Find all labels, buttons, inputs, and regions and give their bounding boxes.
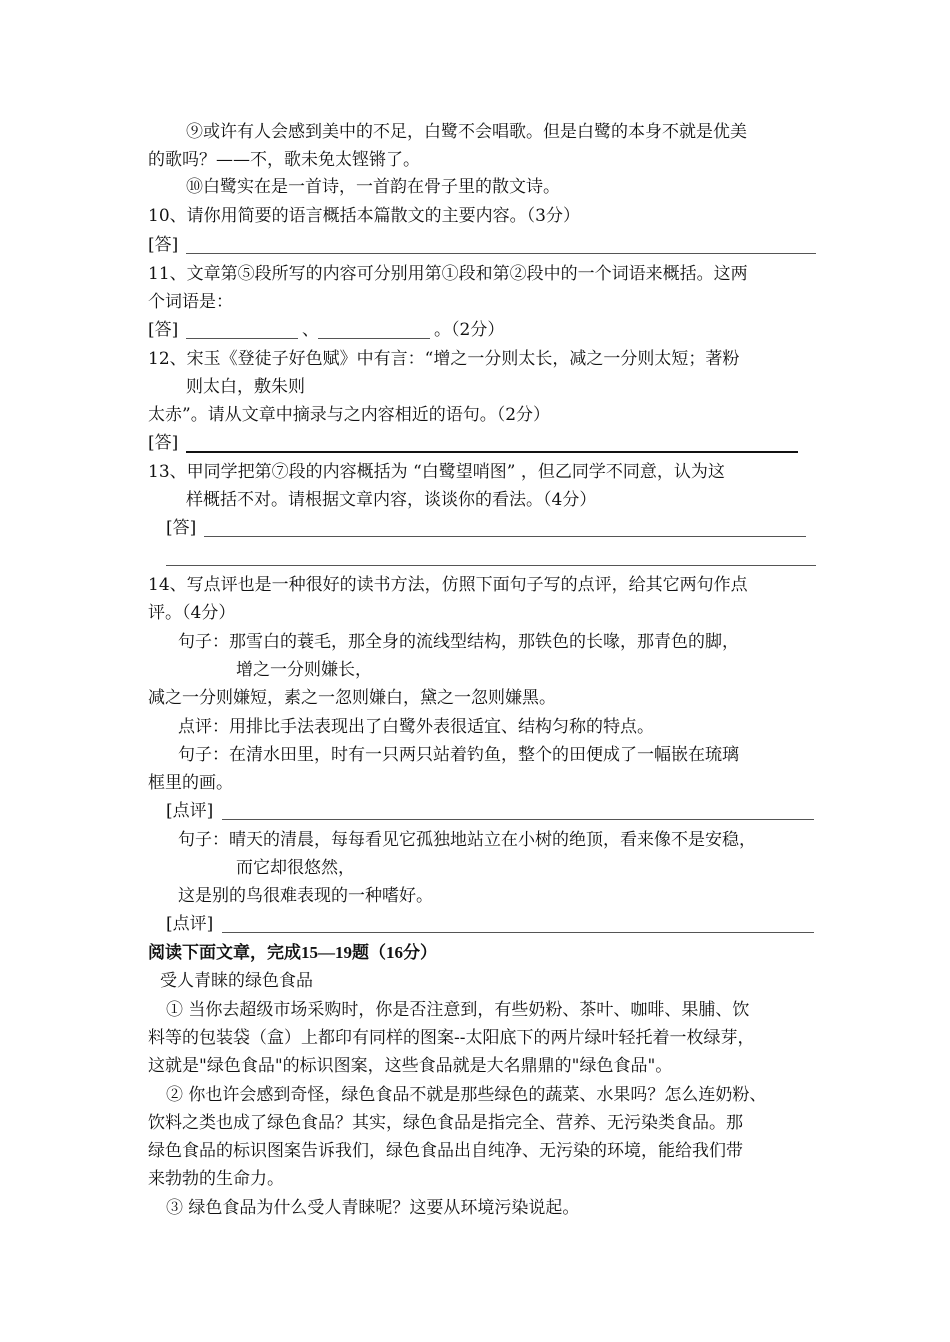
- article-para-2-line-3: 绿色食品的标识图案告诉我们，绿色食品出自纯净、无污染的环境，能给我们带: [148, 1141, 743, 1161]
- sentence-1-line-2: 增之一分则嫌长，: [236, 660, 372, 680]
- answer-separator-11: 、: [302, 320, 319, 340]
- sentence-1-line-3: 减之一分则嫌短，素之一忽则嫌白，黛之一忽则嫌黑。: [148, 688, 556, 708]
- question-14-line-1: 14、写点评也是一种很好的读书方法，仿照下面句子写的点评，给其它两句作点: [148, 575, 748, 595]
- article-para-1-line-3: 这就是"绿色食品"的标识图案，这些食品就是大名鼎鼎的"绿色食品"。: [148, 1056, 673, 1076]
- section-heading: 阅读下面文章，完成15—19题（16分）: [148, 943, 437, 962]
- article-title: 受人青睐的绿色食品: [160, 971, 313, 991]
- question-10: 10、请你用简要的语言概括本篇散文的主要内容。（3分）: [148, 206, 580, 226]
- answer-line-12[interactable]: [186, 451, 798, 453]
- article-para-2-line-4: 来勃勃的生命力。: [148, 1169, 284, 1189]
- question-11-line-1: 11、文章第⑤段所写的内容可分别用第①段和第②段中的一个词语来概括。这两: [148, 264, 748, 284]
- question-13-line-1: 13、甲同学把第⑦段的内容概括为 “白鹭望哨图” ，但乙同学不同意，认为这: [148, 462, 725, 482]
- para-9-line-2: 的歌吗？——不，歌未免太铿锵了。: [148, 150, 420, 170]
- answer-label-10: [答]: [148, 235, 179, 255]
- question-12-line-2: 则太白，敷朱则: [186, 377, 305, 397]
- sentence-1-line-1: 句子：那雪白的蓑毛，那全身的流线型结构，那铁色的长喙，那青色的脚，: [178, 632, 739, 652]
- answer-label-13: [答]: [166, 518, 197, 538]
- para-10: ⑩白鹭实在是一首诗，一首韵在骨子里的散文诗。: [186, 177, 560, 197]
- sentence-3-line-2: 而它却很悠然，: [236, 858, 355, 878]
- sentence-2-line-1: 句子：在清水田里，时有一只两只站着钓鱼，整个的田便成了一幅嵌在琉璃: [178, 745, 739, 765]
- answer-line-13a[interactable]: [204, 536, 806, 537]
- answer-label-11: [答]: [148, 320, 179, 340]
- comment-line-3[interactable]: [222, 932, 814, 933]
- comment-1: 点评：用排比手法表现出了白鹭外表很适宜、结构匀称的特点。: [178, 717, 654, 737]
- sentence-3-line-1: 句子：晴天的清晨，每每看见它孤独地站立在小树的绝顶，看来像不是安稳，: [178, 830, 756, 850]
- article-para-1-line-2: 料等的包装袋（盒）上都印有同样的图案--太阳底下的两片绿叶轻托着一枚绿芽，: [148, 1028, 755, 1048]
- answer-label-12: [答]: [148, 433, 179, 453]
- answer-line-10[interactable]: [186, 253, 816, 254]
- question-14-line-2: 评。（4分）: [148, 603, 236, 623]
- comment-label-3: [点评]: [166, 914, 214, 934]
- question-11-score: 。（2分）: [434, 320, 505, 340]
- question-12-line-3: 太赤”。请从文章中摘录与之内容相近的语句。（2分）: [148, 405, 551, 425]
- comment-label-2: [点评]: [166, 801, 214, 821]
- para-9-line-1: ⑨或许有人会感到美中的不足，白鹭不会唱歌。但是白鹭的本身不就是优美: [186, 122, 747, 142]
- article-para-3: ③ 绿色食品为什么受人青睐呢？这要从环境污染说起。: [166, 1198, 580, 1218]
- answer-blank-11b[interactable]: [318, 338, 430, 339]
- question-12-line-1: 12、宋玉《登徒子好色赋》中有言：“增之一分则太长，减之一分则太短；著粉: [148, 349, 740, 369]
- article-para-2-line-1: ② 你也许会感到奇怪，绿色食品不就是那些绿色的蔬菜、水果吗？怎么连奶粉、: [166, 1085, 767, 1105]
- comment-line-2[interactable]: [222, 819, 814, 820]
- answer-blank-11a[interactable]: [186, 338, 298, 339]
- sentence-3-line-3: 这是别的鸟很难表现的一种嗜好。: [178, 886, 433, 906]
- question-13-line-2: 样概括不对。请根据文章内容，谈谈你的看法。（4分）: [186, 490, 597, 510]
- article-para-2-line-2: 饮料之类也成了绿色食品？其实，绿色食品是指完全、营养、无污染类食品。那: [148, 1113, 743, 1133]
- article-para-1-line-1: ① 当你去超级市场采购时，你是否注意到，有些奶粉、茶叶、咖啡、果脯、饮: [166, 1000, 750, 1020]
- sentence-2-line-2: 框里的画。: [148, 773, 233, 793]
- answer-line-13b[interactable]: [166, 565, 816, 566]
- question-11-line-2: 个词语是：: [148, 292, 233, 312]
